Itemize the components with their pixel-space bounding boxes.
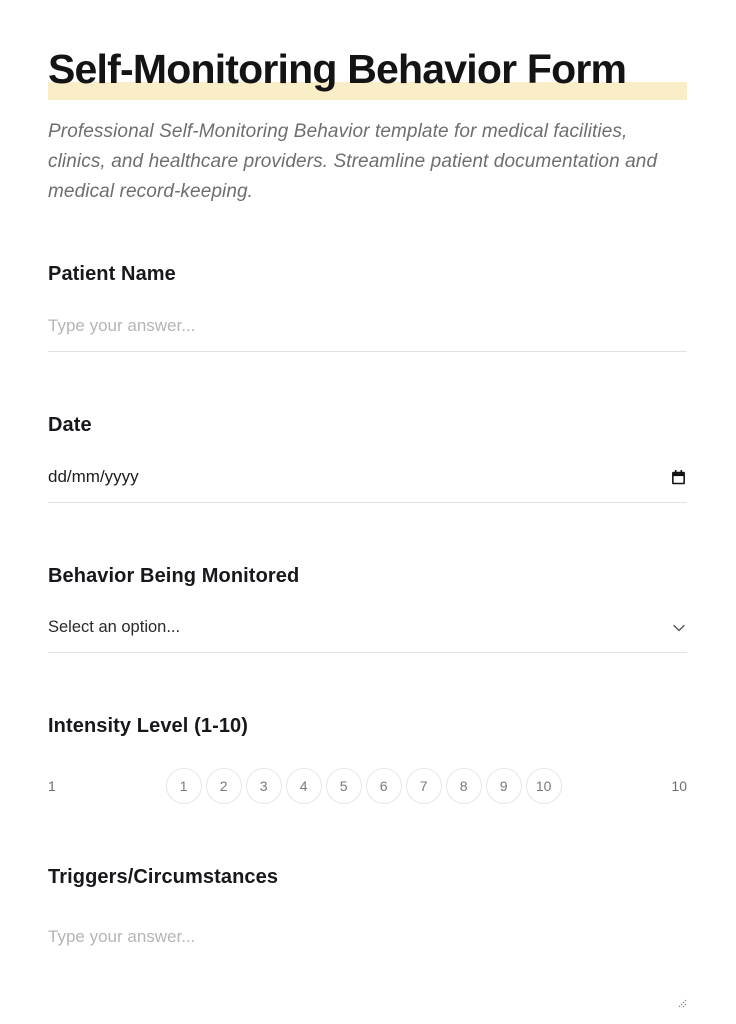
date-value: dd/mm/yyyy (48, 467, 139, 487)
intensity-option[interactable]: 3 (246, 768, 282, 804)
field-triggers (48, 866, 687, 1005)
intensity-option[interactable]: 2 (206, 768, 242, 804)
date-input[interactable] (48, 467, 687, 503)
field-patient-name (48, 263, 687, 352)
field-date (48, 414, 687, 503)
patient-name-label: Patient Name (48, 263, 176, 286)
page-title: Self-Monitoring Behavior Form (48, 46, 687, 93)
calendar-icon[interactable] (670, 469, 687, 486)
behavior-label: Behavior Being Monitored (48, 565, 300, 588)
intensity-option[interactable]: 8 (446, 768, 482, 804)
field-intensity (48, 715, 687, 804)
intensity-option[interactable]: 4 (286, 768, 322, 804)
intensity-option[interactable]: 7 (406, 768, 442, 804)
intensity-option[interactable]: 6 (366, 768, 402, 804)
intensity-option[interactable]: 5 (326, 768, 362, 804)
field-behavior (48, 565, 687, 653)
intensity-max-label: 10 (671, 778, 687, 795)
intensity-min-label: 1 (48, 778, 56, 795)
page-description: Professional Self-Monitoring Behavior template for medical facilities, clinics, and healthcare providers. Streamline patient documentation and medical record-keeping. (48, 121, 658, 203)
behavior-select-value: Select an option... (48, 618, 181, 637)
triggers-label: Triggers/Circumstances (48, 866, 279, 889)
chevron-down-icon (671, 620, 687, 636)
behavior-select[interactable] (48, 618, 687, 653)
date-label: Date (48, 414, 92, 437)
intensity-option[interactable]: 9 (486, 768, 522, 804)
intensity-label: Intensity Level (1-10) (48, 715, 249, 738)
intensity-option[interactable]: 10 (526, 768, 562, 804)
triggers-textarea[interactable] (48, 919, 687, 1005)
intensity-scale (48, 768, 687, 804)
patient-name-input[interactable] (48, 316, 687, 336)
intensity-option[interactable]: 1 (166, 768, 202, 804)
resize-handle-icon[interactable] (677, 999, 687, 1009)
intensity-options (166, 768, 562, 804)
